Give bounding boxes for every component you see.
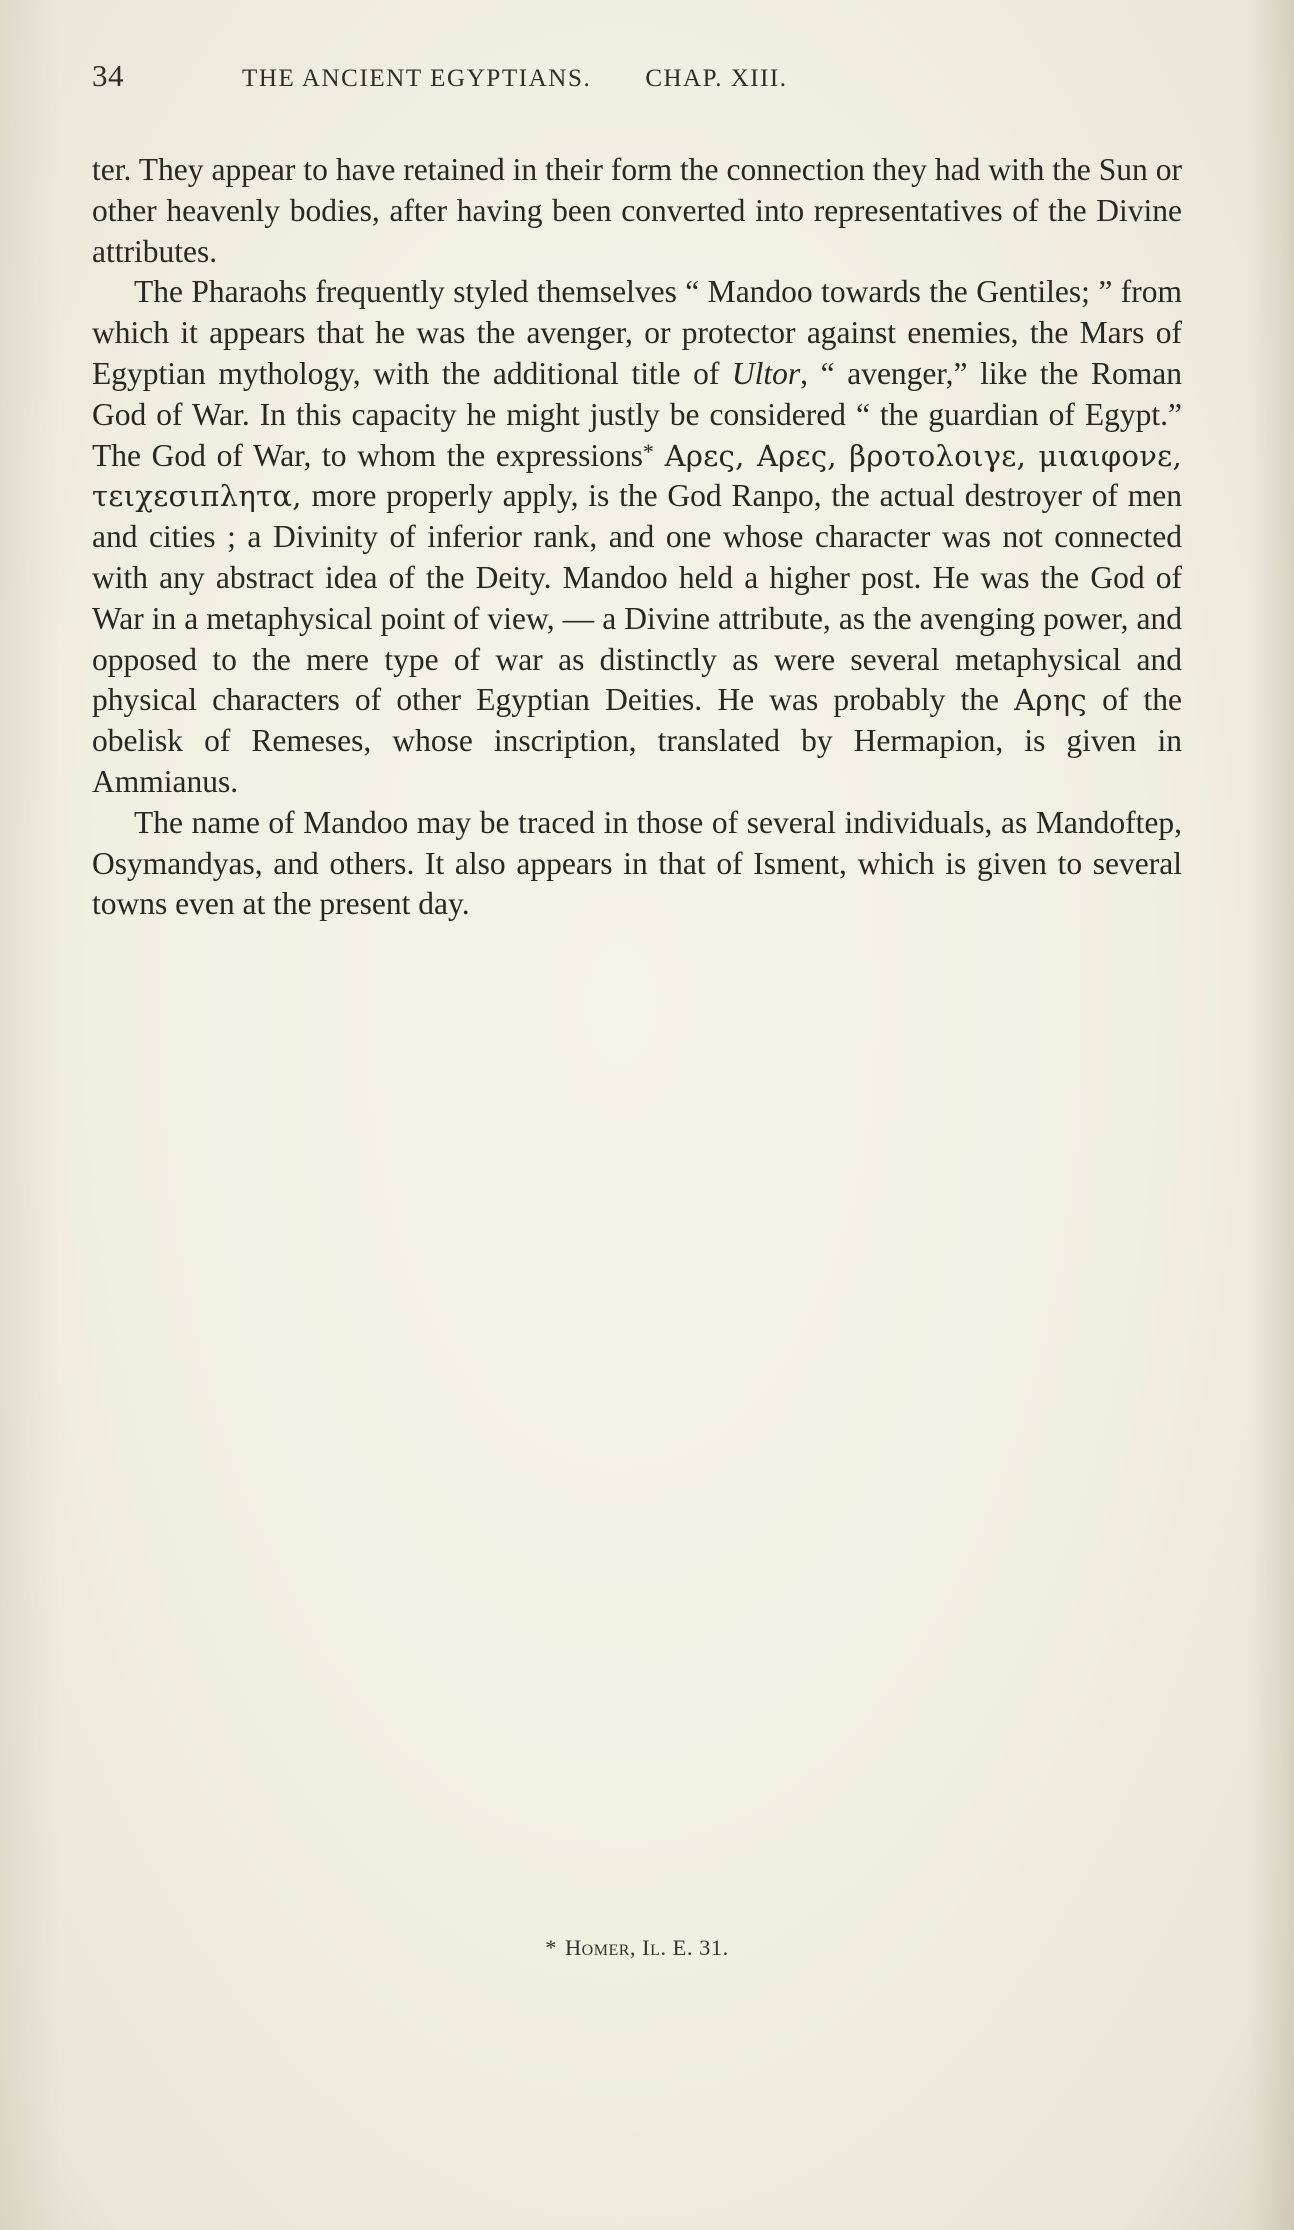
latin-term-ultor: Ultor (731, 355, 801, 391)
paragraph-name-of-mandoo: The name of Mandoo may be traced in those of several individuals, as Mandoftep, Osymandyas, and others. It also appears in that of Isment, which is given to several towns even at the present day. (92, 804, 1182, 922)
greek-quotation-homer: Αρες, Αρες, βροτολοιγε, μιαιφονε, τειχεσιπλητα, (92, 438, 1182, 514)
paragraph-pharaohs-part2: , “ avenger,” like the Roman God of War. In this capacity he might justly be considered “ the guardian of Egypt.” The God of War, to whom the expressions (92, 355, 1182, 473)
paragraph-continuation: ter. They appear to have retained in their form the connection they had with the Sun or other heavenly bodies, after having been converted into representatives of the Divine attributes. (92, 152, 1182, 269)
footnote (92, 1935, 1182, 1961)
footnote-marker: * (642, 438, 654, 464)
page-header (92, 58, 1182, 92)
page-number: 34 (92, 58, 124, 93)
footnote-text: Homer, Il. E. 31. (564, 1935, 729, 1960)
running-title: THE ANCIENT EGYPTIANS. (242, 65, 592, 92)
paragraph-pharaohs (92, 272, 1182, 802)
paragraph-pharaohs-part4: of the obelisk of Remeses, whose inscription, translated by Hermapion, is given in Ammianus. (92, 682, 1182, 799)
body-text (92, 150, 1182, 925)
greek-word-ares: Αρης (1014, 683, 1087, 718)
page-content (92, 58, 1182, 925)
chapter-label: CHAP. XIII. (645, 65, 788, 92)
paragraph-pharaohs-part3: more properly apply, is the God Ranpo, the actual destroyer of men and cities ; a Divinity of inferior rank, and one whose character was not connected with any abstract idea of the Deity. Mandoo held a higher post. He was the God of War in a metaphysical point of view, — a Divine attribute, as the avenging power, and opposed to the mere type of war as distinctly as were several metaphysical and physical characters of other Egyptian Deities. He was probably the (92, 478, 1182, 718)
footnote-star: * (545, 1935, 557, 1960)
paragraph-pharaohs-part1: The Pharaohs frequently styled themselves “ Mandoo towards the Gentiles; ” from which it appears that he was the avenger, or protector against enemies, the Mars of Egyptian mythology, with the additional title of (92, 274, 1182, 391)
